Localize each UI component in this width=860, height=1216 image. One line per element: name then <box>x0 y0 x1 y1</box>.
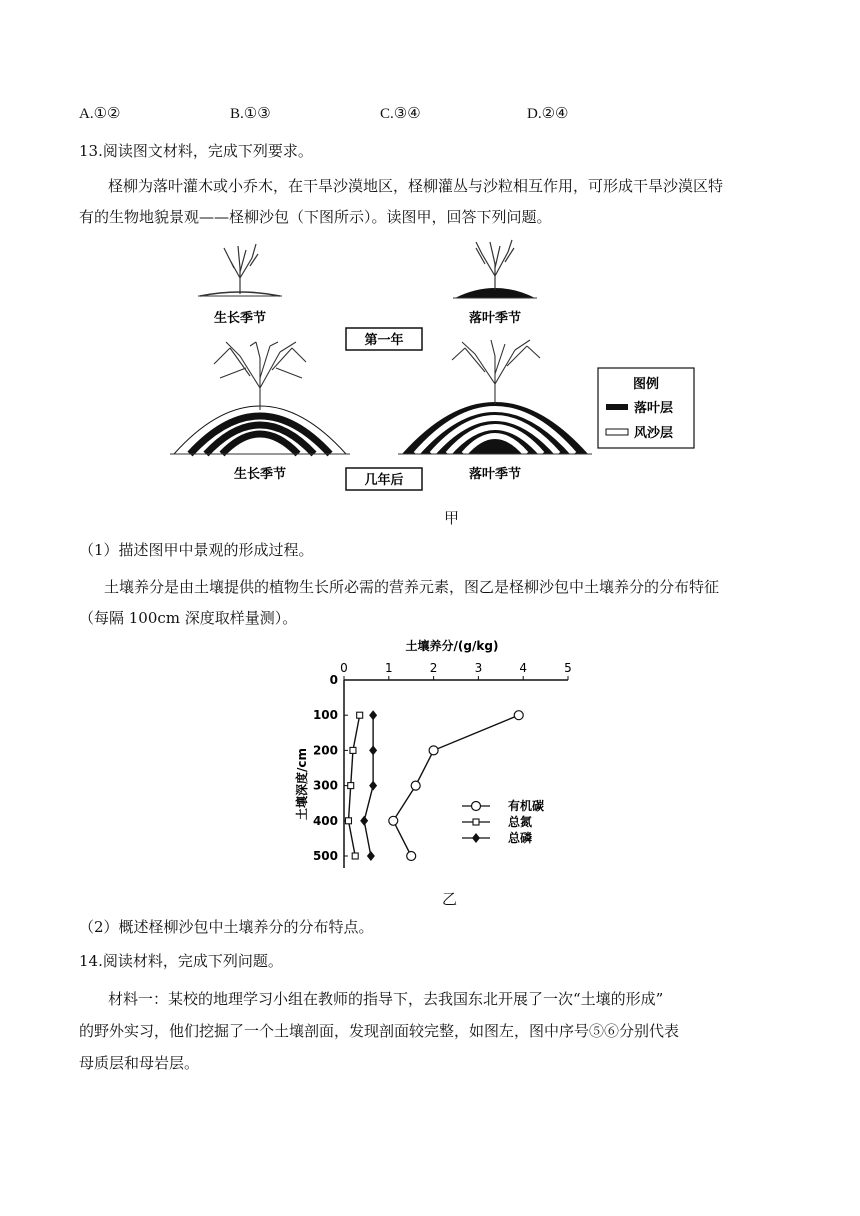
chart-x-label: 土壤养分/(g/kg) <box>405 639 499 653</box>
legend-item-organic-carbon <box>462 798 544 813</box>
legend-label: 有机碳 <box>508 799 545 813</box>
q14-line3: 母质层和母岩层。 <box>79 1054 200 1072</box>
label-leaffall-y1: 落叶季节 <box>468 311 522 326</box>
q13-para2-line2: （每隔 100cm 深度取样量测）。 <box>79 609 298 627</box>
option-c: C.③④ <box>380 106 421 122</box>
q13-title: 13.阅读图文材料，完成下列要求。 <box>79 142 313 160</box>
x-tick-label: 3 <box>474 661 483 675</box>
total-nitrogen-point <box>348 783 354 789</box>
x-tick-label: 4 <box>519 661 528 675</box>
box-year1: 第一年 <box>364 333 404 348</box>
box-later: 几年后 <box>364 473 404 488</box>
total-phosphorus-point <box>369 710 377 720</box>
chart-yi <box>292 636 592 876</box>
label-leaffall-later: 落叶季节 <box>468 467 522 482</box>
label-growth-later: 生长季节 <box>233 467 287 482</box>
x-tick-label: 5 <box>564 661 572 675</box>
legend-item-total-phosphorus <box>462 830 532 845</box>
chart-axes <box>344 680 568 868</box>
chart-series <box>345 710 523 861</box>
year1-leaffall-mound <box>453 240 537 298</box>
y-tick-label: 500 <box>312 849 338 863</box>
legend-leaf-layer: 落叶层 <box>634 401 674 416</box>
organic-carbon-point <box>472 802 481 811</box>
legend-item-total-nitrogen <box>462 814 532 829</box>
y-tick-label: 300 <box>312 778 338 793</box>
figure-jia <box>160 238 700 500</box>
organic-carbon-point <box>407 852 416 861</box>
legend-title: 图例 <box>632 377 660 392</box>
y-tick-label: 400 <box>312 813 338 828</box>
q14-title: 14.阅读材料，完成下列问题。 <box>79 952 283 970</box>
total-phosphorus-point <box>369 781 377 791</box>
organic-carbon-point <box>429 746 438 755</box>
q14-line1: 材料一：某校的地理学习小组在教师的指导下，去我国东北开展了一次“土壤的形成” <box>108 990 664 1008</box>
total-phosphorus-point <box>472 833 480 843</box>
total-phosphorus-point <box>369 745 377 755</box>
total-nitrogen-point <box>357 712 363 718</box>
chart-legend <box>462 798 544 845</box>
total-phosphorus-point <box>367 851 375 861</box>
q13-sub1: （1）描述图甲中景观的形成过程。 <box>79 541 314 559</box>
total-phosphorus-point <box>360 816 368 826</box>
legend-jia <box>598 368 694 448</box>
organic-carbon-series <box>389 711 523 861</box>
legend-label: 总磷 <box>508 831 533 845</box>
q14-line2: 的野外实习，他们挖掘了一个土壤剖面，发现剖面较完整，如图左，图中序号⑤⑥分别代表 <box>79 1022 680 1040</box>
y-tick-label: 0 <box>329 673 338 687</box>
total-nitrogen-point <box>473 819 479 825</box>
option-d: D.②④ <box>527 106 569 122</box>
y-tick-label: 200 <box>312 743 338 758</box>
year1-growth-mound <box>198 244 282 296</box>
label-growth-y1: 生长季节 <box>213 311 267 326</box>
option-a: A.①② <box>79 106 121 122</box>
caption-jia: 甲 <box>444 509 460 527</box>
organic-carbon-point <box>389 816 398 825</box>
total-phosphorus-series <box>360 710 377 861</box>
x-tick-label: 1 <box>384 661 393 675</box>
legend-sand-layer: 风沙层 <box>634 426 674 441</box>
later-growth-mound <box>170 342 350 454</box>
x-tick-label: 0 <box>340 661 348 675</box>
total-nitrogen-point <box>352 853 358 859</box>
chart-y-label: 土壤深度/cm <box>295 747 309 821</box>
total-nitrogen-series <box>345 712 362 859</box>
q13-para1-line2: 有的生物地貌景观——柽柳沙包（下图所示）。读图甲，回答下列问题。 <box>79 208 552 226</box>
organic-carbon-point <box>514 711 523 720</box>
option-b: B.①③ <box>230 106 271 122</box>
x-tick-label: 2 <box>429 661 438 675</box>
q13-para1-line1: 柽柳为落叶灌木或小乔木，在干旱沙漠地区，柽柳灌丛与沙粒相互作用，可形成干旱沙漠区特 <box>108 177 724 195</box>
organic-carbon-point <box>411 781 420 790</box>
y-tick-label: 100 <box>312 708 338 723</box>
total-nitrogen-point <box>350 747 356 753</box>
q13-para2-line1: 土壤养分是由土壤提供的植物生长所必需的营养元素，图乙是柽柳沙包中土壤养分的分布特征 <box>104 578 720 596</box>
legend-label: 总氮 <box>508 815 533 829</box>
caption-yi: 乙 <box>442 890 458 908</box>
later-leaffall-mound <box>398 340 592 454</box>
total-nitrogen-point <box>345 818 351 824</box>
q13-sub2: （2）概述柽柳沙包中土壤养分的分布特点。 <box>79 918 374 936</box>
